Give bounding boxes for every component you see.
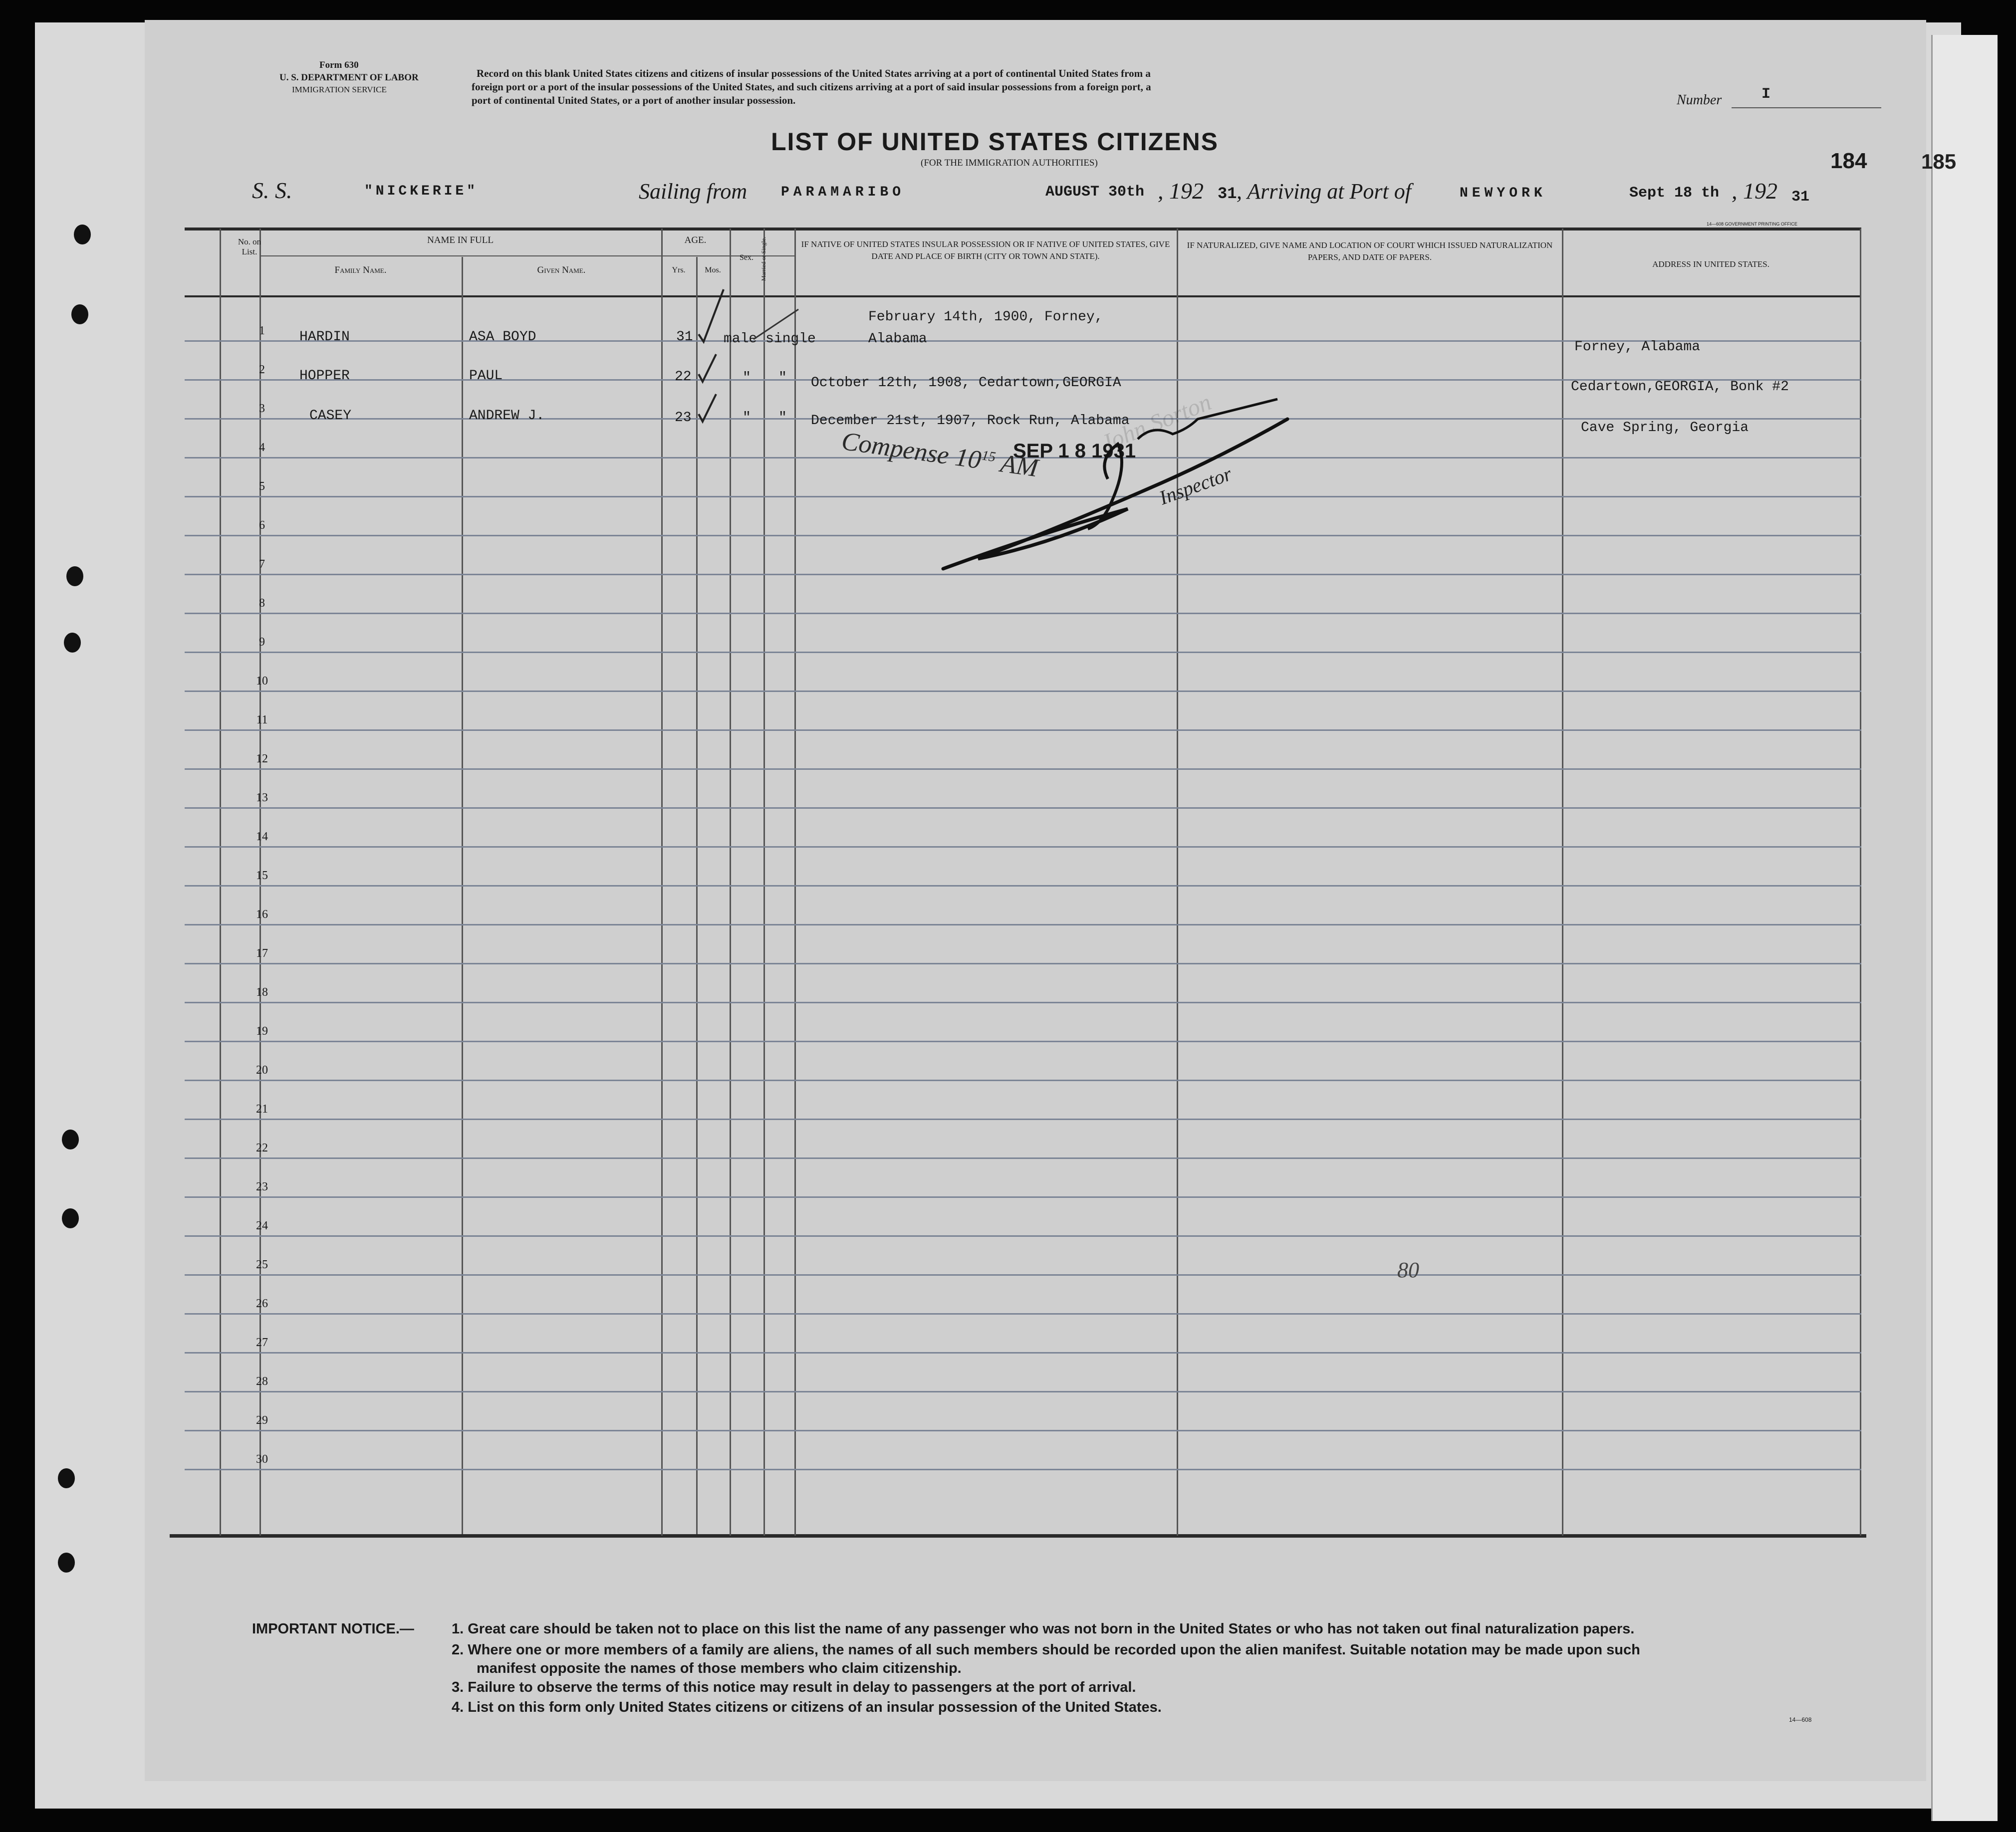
binder-hole (62, 1130, 79, 1149)
passenger-1-family-name: HARDIN (299, 329, 350, 345)
printer-note: 14—608 GOVERNMENT PRINTING OFFICE (1707, 222, 1797, 227)
row-number: 17 (256, 947, 268, 960)
col-header-address: ADDRESS IN UNITED STATES. (1652, 259, 1769, 269)
page-subtitle: (FOR THE IMMIGRATION AUTHORITIES) (921, 158, 1098, 168)
passenger-2-married: " (778, 370, 787, 386)
page-title: LIST OF UNITED STATES CITIZENS (771, 128, 1219, 156)
compense-text: Compense 10 (839, 427, 983, 475)
row-number: 6 (259, 519, 265, 532)
passenger-1-age-years: 31 (676, 329, 693, 345)
ss-label: S. S. (252, 178, 292, 203)
number-underline (1732, 107, 1881, 108)
binder-hole (66, 566, 83, 586)
departure-year: 31 (1218, 185, 1237, 203)
notice-item-3: 3. Failure to observe the terms of this notice may result in delay to passengers at the port of arrival. (452, 1679, 1136, 1695)
number-label: Number (1677, 92, 1722, 108)
row-rule (185, 885, 1861, 887)
inspector-label: Inspector (1156, 462, 1235, 509)
passenger-1-birth-line2: Alabama (868, 331, 927, 347)
row-rule (185, 1235, 1861, 1237)
col-rule-given (661, 229, 663, 1536)
passenger-3-age-years: 23 (675, 410, 692, 426)
passenger-3-married: " (778, 410, 787, 426)
notice-item-1: 1. Great care should be taken not to place on this list the name of any passenger who was not born in the United States or who has not taken out final naturalization papers. (452, 1621, 1635, 1637)
departure-port: PARAMARIBO (781, 185, 905, 200)
col-header-yrs: Yrs. (672, 266, 686, 274)
passenger-2-address: Cedartown,GEORGIA, Bonk #2 (1571, 379, 1789, 395)
number-value: I (1762, 86, 1771, 103)
signature-text: John Sorton (1097, 389, 1215, 457)
col-header-age: AGE. (684, 235, 707, 245)
row-rule (185, 652, 1861, 653)
row-rule (185, 768, 1861, 770)
margin-mark: 80 (1397, 1258, 1419, 1282)
row-number: 25 (256, 1258, 268, 1271)
footer-code: 14—608 (1789, 1716, 1812, 1723)
col-header-married: Married or Single. (760, 236, 767, 281)
compense-minutes: 15 (981, 448, 997, 465)
row-number: 21 (256, 1103, 268, 1116)
row-rule (185, 846, 1861, 848)
arrival-date: Sept 18 th (1629, 185, 1720, 202)
row-number: 20 (256, 1064, 268, 1077)
row-rule (185, 1157, 1861, 1159)
row-number: 22 (256, 1142, 268, 1154)
check-marks (694, 279, 823, 429)
row-rule (185, 1002, 1861, 1003)
row-number: 13 (256, 791, 268, 804)
year-prefix-1: , 192 (1158, 178, 1204, 204)
passenger-3-given-name: ANDREW J. (469, 408, 545, 424)
departure-date: AUGUST 30th (1045, 184, 1145, 201)
table-bottom-border (170, 1534, 1866, 1538)
row-number: 8 (259, 597, 265, 610)
table-top-border (185, 228, 1861, 230)
passenger-1-sex-married: male single (724, 331, 816, 347)
col-header-no: No. on List. (238, 237, 261, 256)
year-prefix-2: , 192 (1732, 178, 1777, 204)
row-rule (185, 1469, 1861, 1470)
row-number: 26 (256, 1297, 268, 1310)
row-rule (185, 1119, 1861, 1120)
row-rule (185, 924, 1861, 925)
row-number: 5 (259, 480, 265, 493)
col-header-name-in-full: NAME IN FULL (427, 235, 494, 245)
binder-hole (74, 225, 91, 244)
row-number: 29 (256, 1414, 268, 1427)
instructions-line-1: Record on this blank United States citizens and citizens of insular possessions of the United States arriving at a port of continental United States from a (477, 67, 1151, 79)
compense-am: AM (999, 449, 1040, 483)
passenger-1-given-name: ASA BOYD (469, 329, 536, 345)
row-number: 12 (256, 752, 268, 765)
arrival-port: NEWYORK (1460, 186, 1546, 201)
row-rule (185, 1041, 1861, 1042)
row-number: 14 (256, 830, 268, 843)
row-number: 9 (259, 636, 265, 649)
passenger-2-family-name: HOPPER (299, 368, 350, 384)
passenger-1-birth-line1: February 14th, 1900, Forney, (868, 309, 1103, 325)
passenger-3-birth: December 21st, 1907, Rock Run, Alabama (811, 413, 1130, 429)
passenger-2-given-name: PAUL (469, 368, 503, 384)
row-number: 4 (259, 441, 265, 454)
row-number: 1 (259, 324, 265, 337)
passenger-3-address: Cave Spring, Georgia (1581, 420, 1749, 436)
col-rule-naturalized (1562, 229, 1563, 1536)
row-rule (185, 1313, 1861, 1315)
notice-item-2-cont: manifest opposite the names of those members who claim citizenship. (477, 1660, 962, 1676)
page-stack-edge (1931, 35, 1998, 1821)
passenger-3-sex: " (743, 410, 751, 426)
row-number: 15 (256, 869, 268, 882)
notice-item-2: 2. Where one or more members of a family are aliens, the names of all such members should be recorded upon the alien manifest. Suitable notation may be made upon such (452, 1642, 1640, 1658)
col-rule-yrs (696, 257, 698, 1534)
row-number: 18 (256, 986, 268, 999)
row-number: 27 (256, 1336, 268, 1349)
page-number-stamp-left: 184 (1830, 149, 1867, 173)
row-rule (185, 729, 1861, 731)
row-number: 19 (256, 1025, 268, 1038)
col-rule-family (462, 257, 463, 1534)
binder-hole (62, 1208, 79, 1228)
col-rule-right (1860, 229, 1861, 1536)
instructions-line-2: foreign port or a port of the insular possessions of the United States, and such citizens arriving at a port of said insular possessions from a foreign port, a (472, 81, 1151, 93)
col-header-sex: Sex. (740, 253, 754, 262)
row-rule (185, 807, 1861, 809)
notice-label: IMPORTANT NOTICE.— (252, 1621, 414, 1637)
binder-hole (58, 1553, 75, 1573)
passenger-2-sex: " (743, 370, 751, 386)
ship-name: "NICKERIE" (364, 184, 479, 199)
col-header-mos: Mos. (705, 266, 721, 274)
department-name: U. S. DEPARTMENT OF LABOR (279, 72, 419, 83)
form-sheet (145, 20, 1926, 1781)
col-rule-left (220, 229, 221, 1536)
sailing-from-label: Sailing from (639, 179, 748, 204)
binder-hole (71, 304, 88, 324)
service-name: IMMIGRATION SERVICE (292, 85, 387, 94)
row-number: 7 (259, 558, 265, 571)
row-rule (185, 1430, 1861, 1431)
row-rule (185, 1274, 1861, 1276)
form-number: Form 630 (319, 60, 359, 70)
arrival-year: 31 (1791, 189, 1810, 206)
row-number: 3 (259, 402, 265, 415)
arriving-label: , Arriving at Port of (1237, 179, 1411, 204)
passenger-2-birth: October 12th, 1908, Cedartown,GEORGIA (811, 375, 1121, 391)
row-rule (185, 1080, 1861, 1081)
row-rule (185, 613, 1861, 614)
binder-hole (64, 633, 81, 653)
col-header-naturalized: IF NATURALIZED, GIVE NAME AND LOCATION OF COURT WHICH ISSUED NATURALIZATION PAPERS, AND DATE OF PAPERS. (1187, 240, 1553, 262)
row-rule (185, 1391, 1861, 1392)
row-rule (185, 963, 1861, 964)
row-number: 30 (256, 1453, 268, 1466)
table-header-bottom-border (185, 295, 1861, 297)
row-number: 23 (256, 1180, 268, 1193)
row-rule (185, 1352, 1861, 1354)
row-number: 24 (256, 1219, 268, 1232)
passenger-3-family-name: CASEY (309, 408, 352, 424)
col-header-birth: IF NATIVE OF UNITED STATES INSULAR POSSESSION OR IF NATIVE OF UNITED STATES, GIVE DATE AND PLACE OF BIRTH (CITY OR TOWN AND STATE). (801, 239, 1170, 261)
row-rule (185, 1196, 1861, 1198)
passenger-2-age-years: 22 (675, 369, 692, 385)
row-number: 10 (256, 675, 268, 687)
page-number-stamp-right: 185 (1921, 150, 1957, 173)
row-rule (185, 690, 1861, 692)
col-header-family-name: Family Name. (334, 265, 387, 275)
row-number: 16 (256, 908, 268, 921)
instructions-line-3: port of continental United States, or a port of another insular possession. (472, 94, 796, 106)
binder-hole (58, 1468, 75, 1488)
arrival-date-stamp: SEP 1 8 1931 (1013, 440, 1136, 462)
row-number: 11 (256, 713, 268, 726)
row-number: 28 (256, 1375, 268, 1388)
name-subheader-rule (259, 255, 794, 256)
passenger-1-address: Forney, Alabama (1574, 339, 1701, 355)
row-number: 2 (259, 363, 265, 376)
notice-item-4: 4. List on this form only United States citizens or citizens of an insular possession of the United States. (452, 1699, 1162, 1715)
col-header-given-name: Given Name. (537, 265, 586, 275)
